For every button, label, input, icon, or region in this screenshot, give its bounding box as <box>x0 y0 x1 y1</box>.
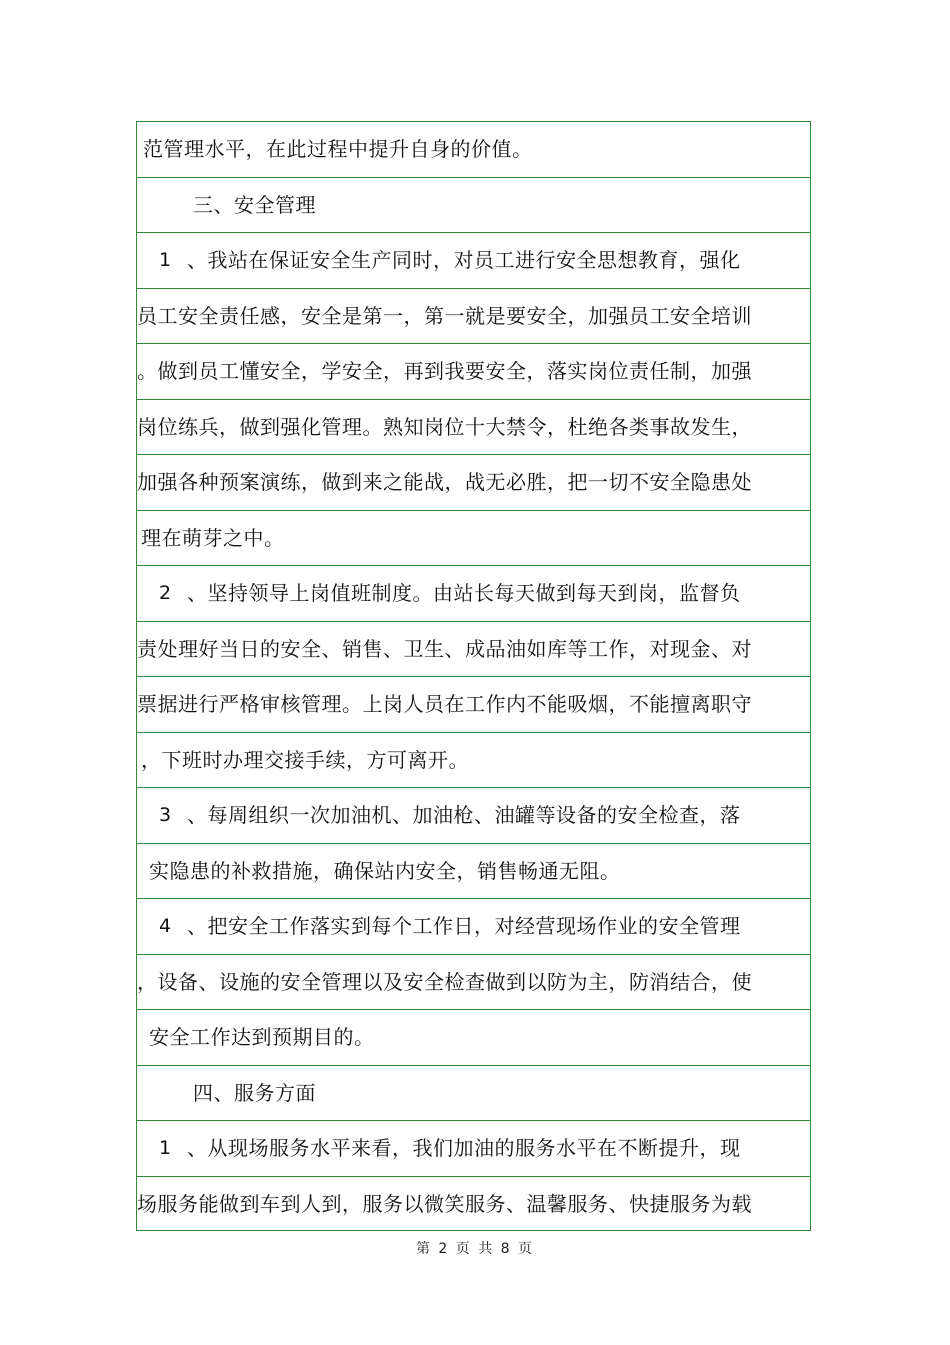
line-text: 、每周组织一次加油机、加油枪、油罐等设备的安全检查，落 <box>187 803 741 827</box>
line-text: 三、安全管理 <box>193 192 316 217</box>
text-line <box>137 622 810 678</box>
text-line <box>137 344 810 400</box>
text-line <box>137 455 810 511</box>
line-text: 场服务能做到车到人到，服务以微笑服务、温馨服务、快捷服务为载 <box>137 1191 752 1216</box>
text-line <box>137 955 810 1011</box>
text-line <box>137 788 810 844</box>
text-line <box>137 511 810 567</box>
text-line <box>137 178 810 234</box>
text-line <box>137 1066 810 1122</box>
item-number: 3 <box>159 804 172 826</box>
text-line <box>137 899 810 955</box>
line-text: 、坚持领导上岗值班制度。由站长每天做到每天到岗，监督负 <box>187 581 741 605</box>
line-text: 、我站在保证安全生产同时，对员工进行安全思想教育，强化 <box>187 248 741 272</box>
line-text: 加强各种预案演练，做到来之能战，战无必胜，把一切不安全隐患处 <box>137 470 752 494</box>
line-text: 岗位练兵，做到强化管理。熟知岗位十大禁令，杜绝各类事故发生， <box>137 414 752 439</box>
item-number: 4 <box>159 915 172 937</box>
line-text: 、把安全工作落实到每个工作日，对经营现场作业的安全管理 <box>187 914 741 938</box>
text-line <box>137 400 810 456</box>
line-text: ，下班时办理交接手续，方可离开。 <box>141 747 469 772</box>
text-line <box>137 566 810 622</box>
line-text: 理在萌芽之中。 <box>141 525 285 550</box>
line-text: 实隐患的补救措施，确保站内安全，销售畅通无阻。 <box>149 858 621 883</box>
text-line <box>137 1010 810 1066</box>
text-line <box>137 844 810 900</box>
text-line <box>137 1177 810 1233</box>
line-text: 四、服务方面 <box>193 1080 316 1105</box>
line-text: 范管理水平，在此过程中提升自身的价值。 <box>143 137 533 161</box>
line-text: 安全工作达到预期目的。 <box>149 1025 375 1049</box>
item-number: 1 <box>159 1137 172 1159</box>
line-text: 票据进行严格审核管理。上岗人员在工作内不能吸烟，不能擅离职守 <box>137 692 752 716</box>
page-number: 第 2 页 共 8 页 <box>415 1241 535 1257</box>
line-text: 员工安全责任感，安全是第一，第一就是要安全，加强员工安全培训 <box>137 303 752 328</box>
text-line <box>137 1121 810 1177</box>
document-frame <box>136 121 811 1231</box>
line-text: 、从现场服务水平来看，我们加油的服务水平在不断提升，现 <box>187 1136 741 1160</box>
text-line <box>137 733 810 789</box>
line-text: 责处理好当日的安全、销售、卫生、成品油如库等工作，对现金、对 <box>137 636 752 661</box>
text-line <box>137 122 810 178</box>
item-number: 1 <box>159 249 172 271</box>
line-text: 。做到员工懂安全，学安全，再到我要安全，落实岗位责任制，加强 <box>137 359 752 383</box>
item-number: 2 <box>159 582 172 604</box>
text-line <box>137 289 810 345</box>
text-line <box>137 677 810 733</box>
line-text: ，设备、设施的安全管理以及安全检查做到以防为主，防消结合，使 <box>137 969 752 994</box>
text-line <box>137 233 810 289</box>
